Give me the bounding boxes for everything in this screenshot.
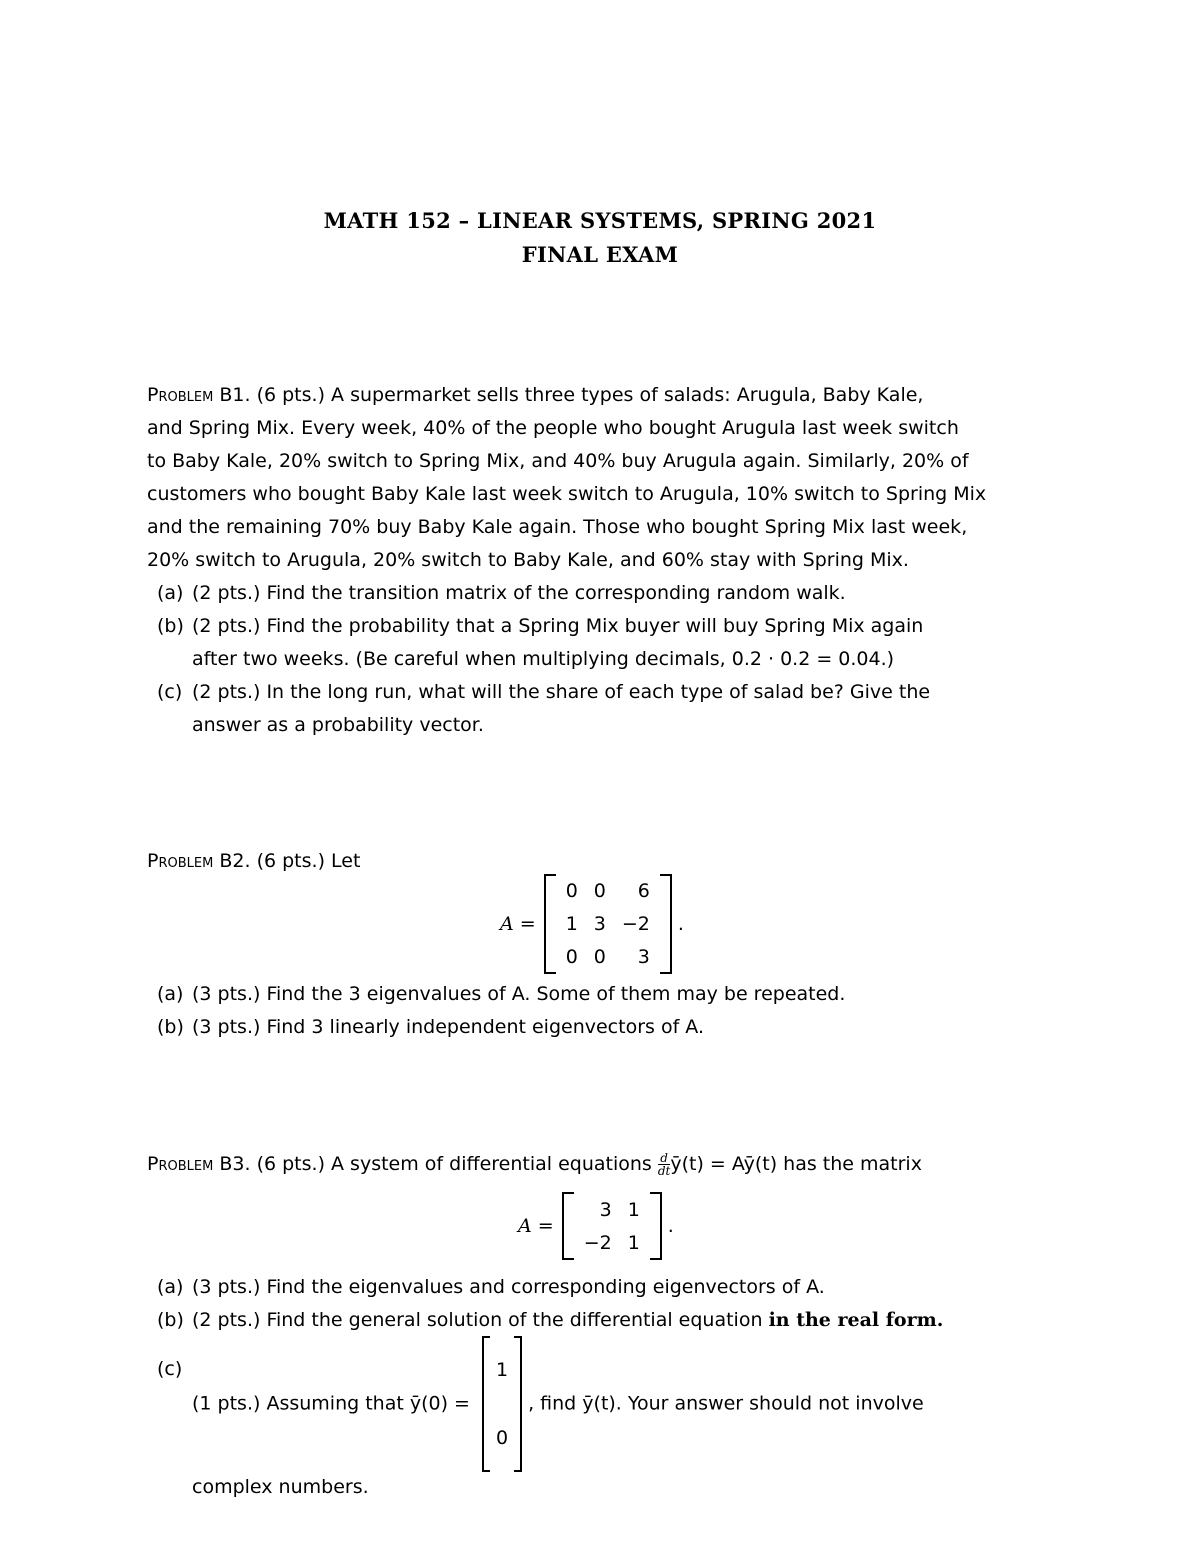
matrix-cell: 0: [593, 880, 606, 902]
part-text: [192, 1336, 1037, 1472]
problem-b3-part-c-cont: [147, 1472, 1037, 1502]
vector-cell: 0: [496, 1427, 509, 1449]
part-label: (b): [157, 615, 184, 637]
matrix-cell: 3: [593, 913, 606, 935]
problem-b1-text-line: to Baby Kale, 20% switch to Spring Mix, and 40% buy Arugula again. Similarly, 20% of: [147, 450, 969, 472]
part-text-plain: , find ȳ(t). Your answer should not involve: [528, 1392, 924, 1415]
part-text: after two weeks. (Be careful when multiplying decimals, 0.2 · 0.2 = 0.04.): [192, 648, 895, 670]
part-label: (b): [157, 1016, 184, 1038]
problem-b1-first-line: [147, 379, 1037, 412]
matrix-end: .: [667, 1215, 674, 1237]
matrix-end: .: [677, 913, 684, 935]
matrix-cell: 6: [637, 880, 650, 902]
problem-b1-part-a: [147, 577, 1037, 610]
problem-b2-label: Problem B2.: [147, 850, 251, 872]
fraction-numerator: d: [658, 1152, 671, 1165]
problem-b1-text-line: and Spring Mix. Every week, 40% of the people who bought Arugula last week switch: [147, 417, 959, 439]
right-bracket: [650, 1192, 662, 1260]
problem-b3-intro-text-b: ȳ(t) = Aȳ(t) has the matrix: [670, 1153, 922, 1175]
part-label: (c): [157, 1358, 183, 1380]
matrix-cell: 1: [627, 1231, 640, 1254]
matrix-a-b2: [500, 874, 684, 974]
problem-b2-intro-text: (6 pts.) Let: [256, 850, 361, 872]
problem-b1-text-line: A supermarket sells three types of salads: Arugula, Baby Kale,: [331, 384, 924, 406]
matrix-table: [558, 875, 658, 974]
problem-b3-intro-line: [147, 1148, 1037, 1181]
problem-b1: [147, 379, 1037, 742]
problem-b3-parts: [147, 1271, 1037, 1337]
part-text: (3 pts.) Find 3 linearly independent eigenvectors of A.: [192, 1016, 705, 1038]
problem-b1-part-c: [147, 676, 1037, 742]
matrix-cell: 3: [637, 946, 650, 968]
matrix-table: [576, 1193, 648, 1259]
matrix-lhs: A =: [518, 1215, 554, 1237]
part-text: (2 pts.) In the long run, what will the share of each type of salad be? Give the: [192, 681, 931, 703]
matrix-cell: 1: [627, 1198, 640, 1221]
part-label: (a): [157, 1276, 184, 1298]
part-label: (a): [157, 582, 184, 604]
problem-b2-parts: [147, 978, 1037, 1044]
problem-b1-text-line: and the remaining 70% buy Baby Kale again. Those who bought Spring Mix last week,: [147, 516, 968, 538]
problem-b3-part-b: [147, 1304, 1037, 1337]
problem-b1-label: Problem B1.: [147, 384, 251, 406]
matrix-a-b3: [518, 1192, 674, 1260]
exam-title: MATH 152 – LINEAR SYSTEMS, SPRING 2021: [323, 208, 877, 233]
right-bracket: [660, 874, 672, 974]
left-bracket: [562, 1192, 574, 1260]
problem-b3-intro: [147, 1148, 1037, 1181]
matrix-cell: 3: [599, 1198, 612, 1221]
problem-b1-text-line: 20% switch to Arugula, 20% switch to Baby Kale, and 60% stay with Spring Mix.: [147, 549, 909, 571]
vector-table: [492, 1336, 512, 1472]
matrix-cell: −2: [621, 913, 650, 935]
part-label: (c): [157, 681, 183, 703]
part-text: (3 pts.) Find the eigenvalues and corresponding eigenvectors of A.: [192, 1276, 825, 1298]
part-text-bold: in the real form.: [768, 1309, 944, 1331]
fraction-denominator: dt: [657, 1164, 671, 1178]
problem-b2-part-a: [147, 978, 1037, 1011]
matrix-cell: 0: [593, 946, 606, 968]
part-text: (2 pts.) Find the transition matrix of the corresponding random walk.: [192, 582, 846, 604]
matrix-cell: −2: [583, 1231, 612, 1254]
problem-b3-intro-text: (6 pts.) A system of differential equations: [256, 1153, 652, 1175]
exam-subtitle: FINAL EXAM: [521, 242, 679, 267]
problem-b3-part-a: [147, 1271, 1037, 1304]
part-label: (b): [157, 1309, 184, 1331]
problem-b3-part-c: [147, 1336, 1037, 1502]
problem-b3-label: Problem B3.: [147, 1153, 251, 1175]
part-text: answer as a probability vector.: [192, 714, 484, 736]
vector-cell: 1: [496, 1359, 509, 1381]
problem-b3-part-c-row: [147, 1336, 1037, 1472]
matrix-cell: 0: [565, 880, 578, 902]
right-bracket: [514, 1336, 522, 1472]
initial-vector: [482, 1336, 522, 1472]
left-bracket: [544, 874, 556, 974]
part-label: (a): [157, 983, 184, 1005]
problem-b1-part-b: [147, 610, 1037, 676]
part-text: (3 pts.) Find the 3 eigenvalues of A. Some of them may be repeated.: [192, 983, 846, 1005]
part-text: [192, 1304, 1037, 1337]
derivative-fraction: [658, 1152, 671, 1177]
problem-b2-part-b: [147, 1011, 1037, 1044]
part-text-plain: (1 pts.) Assuming that ȳ(0) =: [192, 1392, 470, 1415]
part-text-plain: (2 pts.) Find the general solution of the differential equation: [192, 1309, 763, 1331]
part-text: (2 pts.) Find the probability that a Spring Mix buyer will buy Spring Mix again: [192, 615, 924, 637]
part-text: complex numbers.: [192, 1476, 369, 1498]
problem-b1-points: (6 pts.): [256, 384, 325, 406]
matrix-cell: 1: [565, 913, 578, 935]
problem-b1-text-line: customers who bought Baby Kale last week switch to Arugula, 10% switch to Spring Mix: [147, 483, 987, 505]
matrix-cell: 0: [565, 946, 578, 968]
matrix-lhs: A =: [500, 913, 536, 935]
left-bracket: [482, 1336, 490, 1472]
